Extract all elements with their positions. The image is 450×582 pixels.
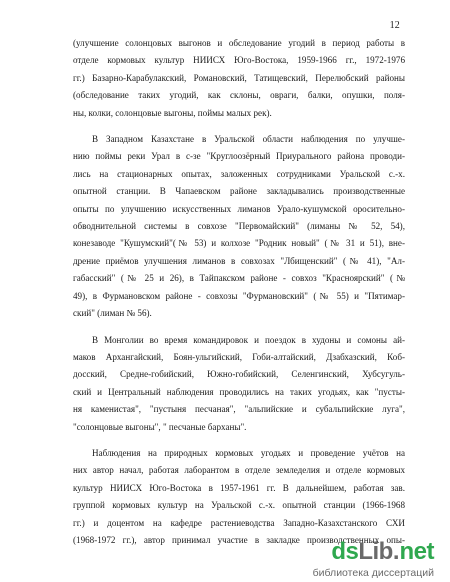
text-line: культур НИИСХ Юго-Востока в 1957-1961 гг. В дальнейшем, работая зав.	[73, 482, 405, 493]
paragraph-first-line: Наблюдения на природных кормовых угодьях и проведение учётов на	[92, 447, 405, 458]
text-line: "солонцовые выгоны", " песчаные барханы".	[73, 421, 247, 432]
watermark-tagline: библиотека диссертаций	[312, 567, 434, 579]
text-line: отделе кормовых культур НИИСХ Юго-Востока, 1959-1966 гг., 1972-1976	[73, 55, 405, 66]
text-line: конезаводе "Кушумский"(№ 53) и колхозе "Родник новый" (№ 31 и 51), вне-	[73, 238, 405, 249]
text-line: гг.) Базарно-Карабулакский, Романовский, Татищевский, Перелюбский районы	[73, 72, 405, 83]
text-line: лись на стационарных опытах, заложенных сотрудниками Уральской с.-х.	[73, 168, 405, 179]
logo-lib: Lib	[358, 538, 393, 565]
paragraph-first-line: В Западном Казахстане в Уральской области наблюдения по улучше-	[92, 134, 405, 145]
text-line: (улучшение солонцовых выгонов и обследование угодий в период работы в	[73, 38, 405, 48]
text-line: опыты по улучшению искусственных лиманов Урало-кушумской оросительно-	[73, 203, 405, 214]
text-line: ня каменистая", "пустыня песчаная", "альпийские и субальпийские луга",	[73, 404, 405, 415]
logo-net: net	[399, 538, 434, 565]
text-line: 49), в Фурмановском районе - совхозы "Фурмановский" (№ 55) и "Пятимар-	[73, 290, 405, 301]
logo-dot: .	[392, 538, 400, 565]
text-line: маков Архангайский, Боян-ульгийский, Гоби-алтайский, Дзабхазский, Коб-	[73, 351, 405, 362]
body-text	[73, 35, 405, 549]
page-number: 12	[389, 20, 400, 31]
text-line: (обследование таких угодий, как склоны, овраги, балки, опушки, поля-	[73, 90, 405, 101]
text-line: опытной станции. В Чапаевском районе закладывались производственные	[73, 186, 405, 197]
text-line: ны, колки, солонцовые выгоны, поймы малых рек).	[73, 107, 272, 118]
text-line: обводнительной системы в совхозе "Первомайский" (лиманы № 52, 54),	[73, 221, 405, 232]
text-line: группой кормовых культур на Уральской с.-х. опытной станции (1966-1968	[73, 500, 405, 511]
paragraph-first-line: В Монголии во время командировок и поездок в худоны и сомоны ай-	[92, 334, 405, 345]
text-line: ский" (лиман № 56).	[73, 308, 152, 319]
watermark-logo	[331, 538, 434, 566]
text-line: нию поймы реки Урал в с-зе "Круглоозёрный Приурального района проводи-	[73, 151, 405, 162]
logo-ds: ds	[331, 538, 359, 565]
text-line: дрение приёмов улучшения лиманов в совхозах "Лбищенский" (№ 41), "Ал-	[73, 255, 405, 266]
text-line: габасский" (№ 25 и 26), в Тайпакском районе - совхоз "Красноярский" (№	[73, 273, 405, 284]
text-line: ский и Центральный наблюдения проводились на таких угодьях, как "пусты-	[73, 386, 405, 397]
text-line: (1968-1972 гг.), автор принимал участие в закладке производственных опы-	[73, 534, 405, 545]
text-line: досский, Среднe-гобийский, Южно-гобийский, Селенгинский, Хубсугуль-	[73, 369, 405, 380]
text-line: них автор начал, работая лаборантом в отделе земледелия и отделе кормовых	[73, 465, 405, 476]
text-line: гг.) и доцентом на кафедре растениеводства Западно-Казахстанского СХИ	[73, 517, 405, 528]
